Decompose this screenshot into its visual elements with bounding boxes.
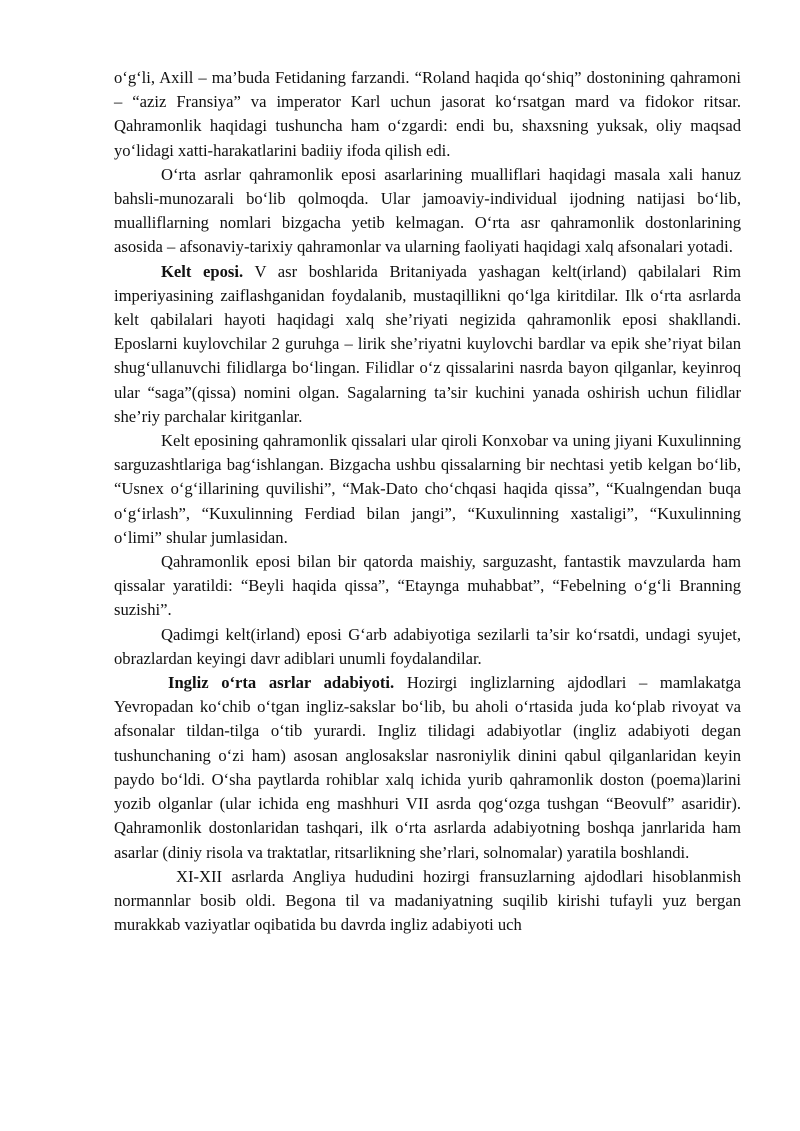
paragraph-3-text: V asr boshlarida Britaniyada yashagan kelt(irland) qabilalari Rim imperiyasining zaiflashganidan foydalanib, mustaqillikni qo‘lga kiritdilar. Ilk o‘rta asrlarda kelt qabilalari hayoti haqidagi xalq she’riyati negizida qahramonlik eposi shakllandi. Eposlarni kuylovchilar 2 guruhga – lirik she’riyatni kuylovchi bardlar va epik she’riyat bilan shug‘ullanuvchi filidlarga bo‘lingan. Filidlar o‘z qissalarini nasrda bayon qilganlar, keyinroq ular “saga”(qissa) nomini olgan. Sagalarning ta’sir kuchini yanada oshirish uchun filidlar she’riy parchalar kiritganlar. <box>114 261 741 426</box>
paragraph-7-text: Hozirgi inglizlarning ajdodlari – mamlakatga Yevropadan ko‘chib o‘tgan ingliz-sakslar bo‘lib, bu aholi o‘rtasida juda ko‘plab rivoyat va afsonalar tildan-tilga o‘tib yurardi. Ingliz tilidagi adabiyotlar (ingliz adabiyoti degan tushunchaning o‘zi ham) asosan anglosakslar nasroniylik dinini qabul qilganlaridan keyin paydo bo‘ldi. O‘sha paytlarda rohiblar xalq ichida yurib qahramonlik doston (poema)larini yozib olganlar (ular ichida eng mashhuri VII asrda qog‘ozga tushgan “Beovulf” asaridir). Qahramonlik dostonlaridan tashqari, ilk o‘rta asrlarda adabiyotning boshqa janrlarida ham asarlar (diniy risola va traktatlar, ritsarlikning she’rlari, solnomalar) yaratila boshlandi. <box>114 673 742 862</box>
paragraph-7 <box>114 671 741 865</box>
section-heading-kelt-eposi: Kelt eposi. <box>161 261 244 281</box>
paragraph-4: Kelt eposining qahramonlik qissalari ular qiroli Konxobar va uning jiyani Kuxulinning sarguzashtlariga bag‘ishlangan. Bizgacha ushbu qissalarning bir nechtasi yetib kelgan bo‘lib, “Usnex o‘g‘illarining quvilishi”, “Mak-Dato cho‘chqasi haqida qissa”, “Kualngendan buqa o‘g‘irlash”, “Kuxulinning Ferdiad bilan jangi”, “Kuxulinning xastaligi”, “Kuxulinning o‘limi” shular jumlasidan. <box>114 431 741 547</box>
section-heading-ingliz-adabiyoti: Ingliz o‘rta asrlar adabiyoti. <box>168 673 395 693</box>
paragraph-3 <box>114 260 741 429</box>
paragraph-5: Qahramonlik eposi bilan bir qatorda maishiy, sarguzasht, fantastik mavzularda ham qissalar yaratildi: “Beyli haqida qissa”, “Etaynga muhabbat”, “Febelning o‘g‘li Branning suzishi”. <box>114 552 741 620</box>
document-page <box>114 66 741 937</box>
paragraph-1: o‘g‘li, Axill – ma’buda Fetidaning farzandi. “Roland haqida qo‘shiq” dostonining qahramoni – “aziz Fransiya” va imperator Karl uchun jasorat ko‘rsatgan mard va fidokor ritsar. Qahramonlik haqidagi tushuncha ham o‘zgardi: endi bu, shaxsning yuksak, oliy maqsad yo‘lidagi xatti-harakatlarini badiiy ifoda qilish edi. <box>114 68 741 160</box>
paragraph-8: XI-XII asrlarda Angliya hududini hozirgi fransuzlarning ajdodlari hisoblanmish normannlar bosib oldi. Begona til va madaniyatning suqilib kirishi tufayli yuz bergan murakkab vaziyatlar oqibatida bu davrda ingliz adabiyoti uch <box>114 866 741 935</box>
paragraph-2: O‘rta asrlar qahramonlik eposi asarlarining mualliflari haqidagi masala xali hanuz bahsli-munozarali bo‘lib qolmoqda. Ular jamoaviy-individual ijodning natijasi bo‘lib, mualliflarning nomlari bizgacha yetib kelmagan. O‘rta asr qahramonlik dostonlarining asosida – afsonaviy-tarixiy qahramonlar va ularning faoliyati haqidagi xalq afsonalari yotadi. <box>114 164 741 257</box>
paragraph-6: Qadimgi kelt(irland) eposi G‘arb adabiyotiga sezilarli ta’sir ko‘rsatdi, undagi syujet, obrazlardan keyingi davr adiblari unumli foydalandilar. <box>114 624 741 668</box>
